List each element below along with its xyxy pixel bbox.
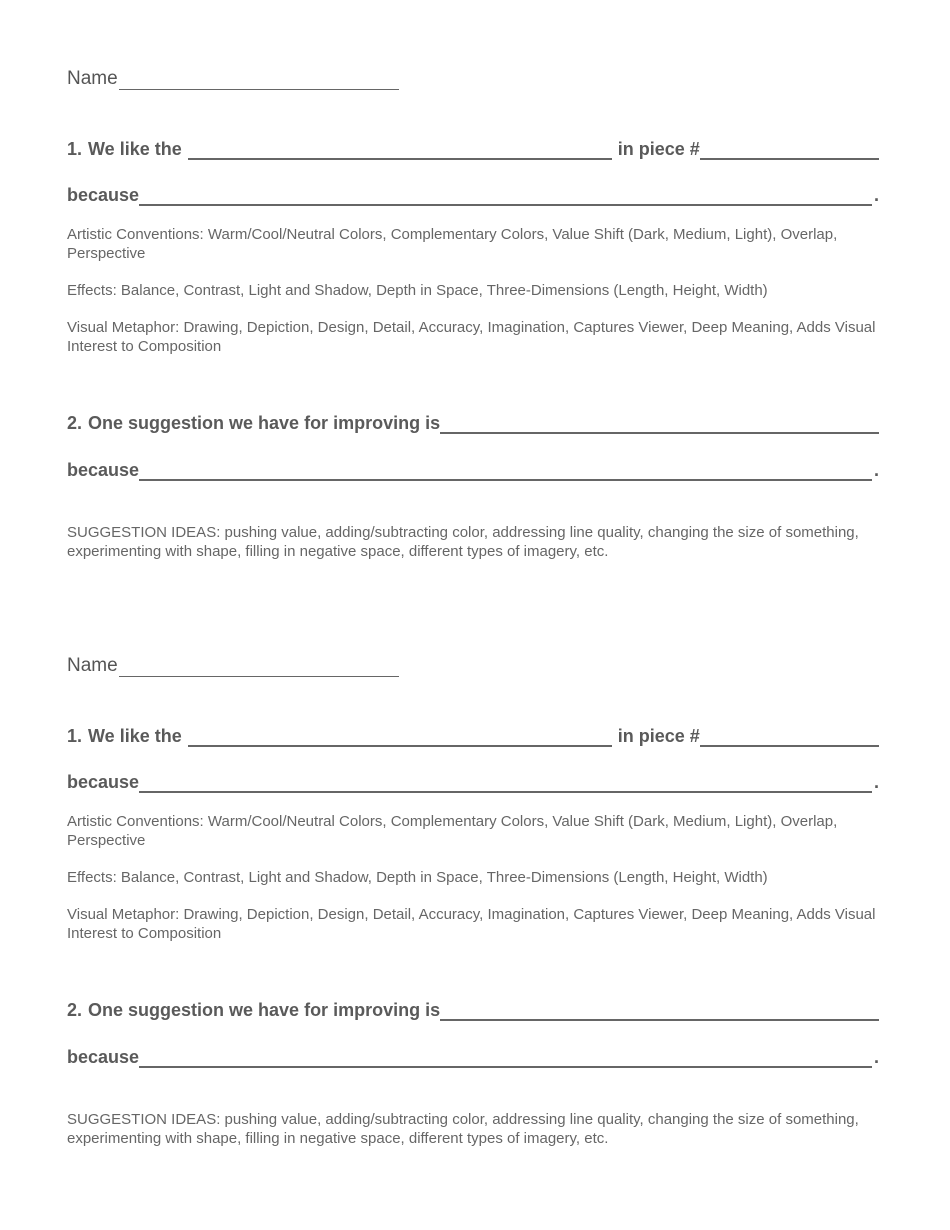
artistic-conventions-text: Artistic Conventions: Warm/Cool/Neutral Colors, Complementary Colors, Value Shift (Dark, Medium, Light), Overlap, Perspective	[67, 226, 838, 262]
because-blank[interactable]	[139, 461, 872, 481]
suggestion-blank[interactable]	[440, 414, 879, 434]
question-1-number: 1.	[67, 726, 83, 746]
question-2-prefix: One suggestion we have for improving is	[88, 1000, 441, 1020]
question-1-number: 1.	[67, 139, 83, 159]
question-1-row	[67, 132, 879, 160]
because-label: because	[67, 185, 140, 205]
because-blank[interactable]	[139, 1048, 872, 1068]
question-2-row	[67, 406, 879, 434]
liked-element-blank[interactable]	[188, 140, 612, 160]
name-label: Name	[67, 68, 118, 89]
suggestion-ideas-text: SUGGESTION IDEAS: pushing value, adding/subtracting color, addressing line quality, changing the size of something, experimenting with shape, filling in negative space, different types of imagery, etc.	[67, 1111, 859, 1147]
question-1-piece-label: in piece #	[617, 726, 700, 746]
question-2-prefix: One suggestion we have for improving is	[88, 413, 441, 433]
name-blank[interactable]	[119, 71, 399, 90]
visual-metaphor-text: Visual Metaphor: Drawing, Depiction, Design, Detail, Accuracy, Imagination, Captures Viewer, Deep Meaning, Adds Visual Interest to Composition	[67, 906, 876, 942]
question-1-because-row	[67, 178, 879, 206]
period: .	[873, 460, 879, 480]
question-1-piece-label: in piece #	[617, 139, 700, 159]
visual-metaphor-text: Visual Metaphor: Drawing, Depiction, Design, Detail, Accuracy, Imagination, Captures Viewer, Deep Meaning, Adds Visual Interest to Composition	[67, 319, 876, 355]
period: .	[873, 772, 879, 792]
question-1-prefix: We like the	[88, 139, 182, 159]
question-2-number: 2.	[67, 1000, 83, 1020]
effects-text: Effects: Balance, Contrast, Light and Shadow, Depth in Space, Three-Dimensions (Length, Height, Width)	[67, 869, 768, 886]
because-blank[interactable]	[139, 773, 872, 793]
name-row	[67, 62, 399, 90]
period: .	[873, 1047, 879, 1067]
question-1-because-row	[67, 765, 879, 793]
question-2-because-row	[67, 453, 879, 481]
because-label: because	[67, 772, 140, 792]
question-1-row	[67, 719, 879, 747]
piece-number-blank[interactable]	[700, 727, 879, 747]
because-label: because	[67, 460, 140, 480]
period: .	[873, 185, 879, 205]
name-blank[interactable]	[119, 658, 399, 677]
suggestion-ideas-text: SUGGESTION IDEAS: pushing value, adding/subtracting color, addressing line quality, changing the size of something, experimenting with shape, filling in negative space, different types of imagery, etc.	[67, 524, 859, 560]
question-2-row	[67, 993, 879, 1021]
question-2-because-row	[67, 1040, 879, 1068]
effects-text: Effects: Balance, Contrast, Light and Shadow, Depth in Space, Three-Dimensions (Length, Height, Width)	[67, 282, 768, 299]
name-row	[67, 649, 399, 677]
question-2-number: 2.	[67, 413, 83, 433]
artistic-conventions-text: Artistic Conventions: Warm/Cool/Neutral Colors, Complementary Colors, Value Shift (Dark, Medium, Light), Overlap, Perspective	[67, 813, 838, 849]
suggestion-blank[interactable]	[440, 1001, 879, 1021]
because-blank[interactable]	[139, 186, 872, 206]
name-label: Name	[67, 655, 118, 676]
question-1-prefix: We like the	[88, 726, 182, 746]
liked-element-blank[interactable]	[188, 727, 612, 747]
piece-number-blank[interactable]	[700, 140, 879, 160]
because-label: because	[67, 1047, 140, 1067]
